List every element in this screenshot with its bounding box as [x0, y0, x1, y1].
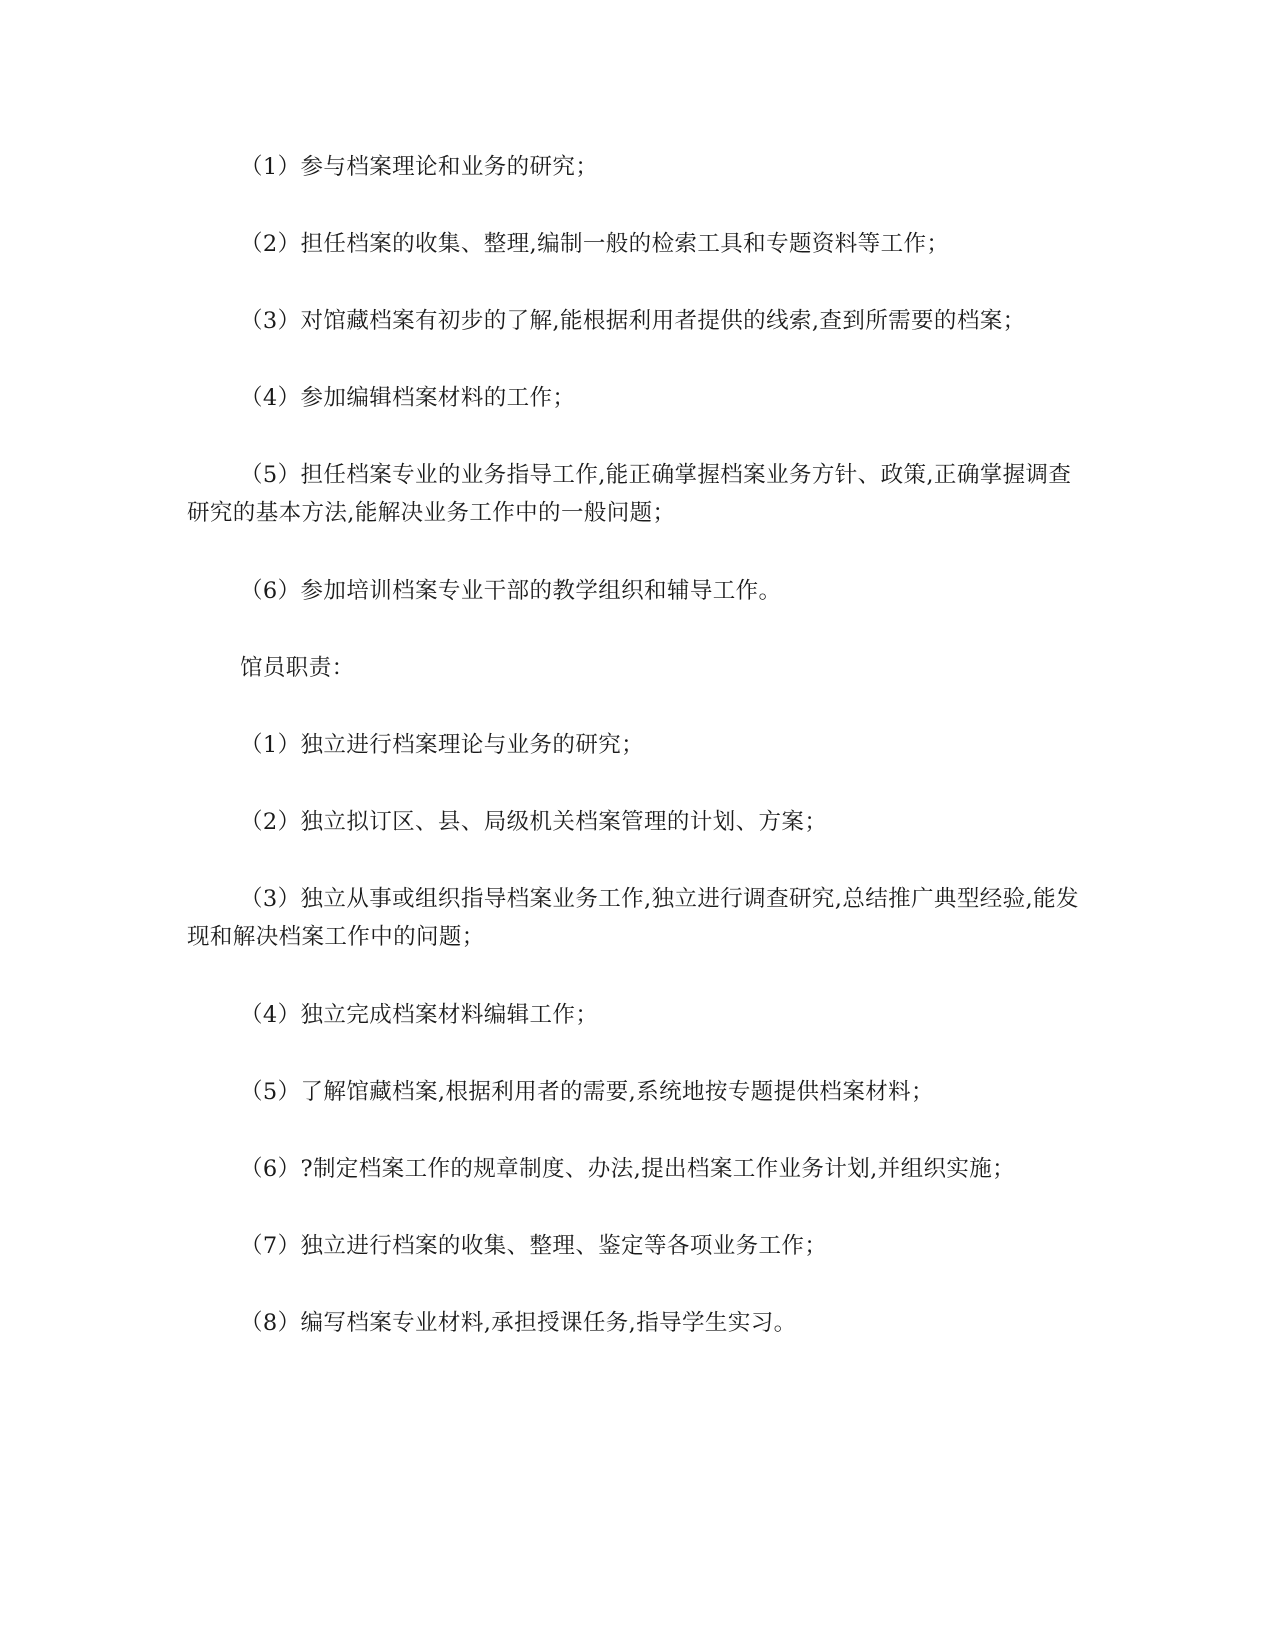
paragraph-intro-1: （1）参与档案理论和业务的研究； — [240, 154, 599, 180]
paragraph-intro-6: （6）参加培训档案专业干部的教学组织和辅导工作。 — [240, 578, 782, 604]
paragraph-duty-1: （1）独立进行档案理论与业务的研究； — [240, 732, 645, 758]
document-body — [187, 148, 1087, 1381]
paragraph-intro-2: （2）担任档案的收集、整理,编制一般的检索工具和专题资料等工作； — [240, 231, 950, 257]
paragraph-duty-8: （8）编写档案专业材料,承担授课任务,指导学生实习。 — [240, 1310, 797, 1336]
paragraph-duty-2: （2）独立拟订区、县、局级机关档案管理的计划、方案； — [240, 809, 828, 835]
paragraph-duty-5: （5）了解馆藏档案,根据利用者的需要,系统地按专题提供档案材料； — [240, 1079, 934, 1105]
paragraph-duty-7: （7）独立进行档案的收集、整理、鉴定等各项业务工作； — [240, 1233, 828, 1259]
paragraph-duty-6: （6）?制定档案工作的规章制度、办法,提出档案工作业务计划,并组织实施； — [240, 1156, 1016, 1182]
paragraph-duty-3: （3）独立从事或组织指导档案业务工作,独立进行调查研究,总结推广典型经验,能发现和解决档案工作中的问题； — [187, 886, 1079, 950]
paragraph-intro-5: （5）担任档案专业的业务指导工作,能正确掌握档案业务方针、政策,正确掌握调查研究的基本方法,能解决业务工作中的一般问题； — [187, 462, 1072, 526]
section-heading: 馆员职责： — [240, 655, 355, 681]
paragraph-intro-3: （3）对馆藏档案有初步的了解,能根据利用者提供的线索,查到所需要的档案； — [240, 308, 1026, 334]
paragraph-duty-4: （4）独立完成档案材料编辑工作； — [240, 1002, 599, 1028]
paragraph-intro-4: （4）参加编辑档案材料的工作； — [240, 385, 576, 411]
